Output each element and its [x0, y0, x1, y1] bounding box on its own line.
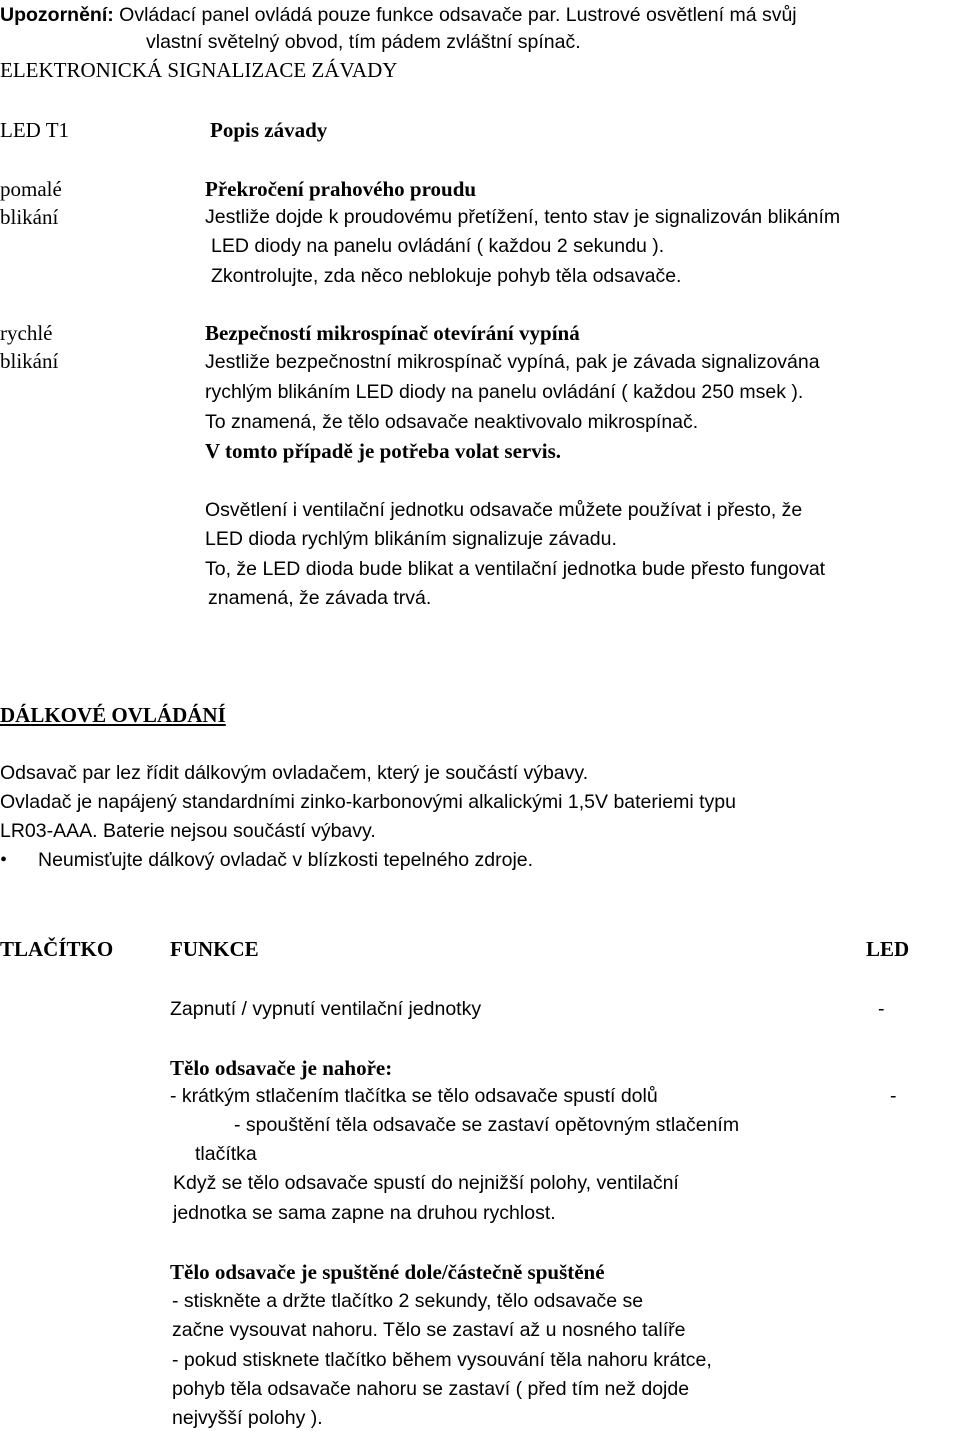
up-line-3: tlačítka: [195, 1143, 257, 1165]
led-fast-label-2: blikání: [0, 349, 59, 373]
remote-bullet-text: Neumisťujte dálkový ovladač v blízkosti tepelného zdroje.: [38, 849, 534, 871]
fault-1-line-2: LED diody na panelu ovládání ( každou 2 sekundu ).: [211, 235, 665, 257]
col-led-t1: LED T1: [0, 118, 70, 142]
power-function: Zapnutí / vypnutí ventilační jednotky: [170, 998, 482, 1020]
col-led: LED: [866, 937, 910, 961]
down-title: Tělo odsavače je spuštěné dole/částečně spuštěné: [170, 1260, 605, 1284]
up-line-1: - krátkým stlačením tlačítka se tělo odsavače spustí dolů: [170, 1085, 658, 1107]
up-line-4: Když se tělo odsavače spustí do nejnižší polohy, ventilační: [173, 1172, 679, 1194]
down-line-2: začne vysouvat nahoru. Tělo se zastaví až u nosného talíře: [172, 1319, 686, 1341]
warning-text-1: Ovládací panel ovládá pouze funkce odsavače par. Lustrové osvětlení má svůj: [113, 4, 797, 26]
down-line-3: - pokud stisknete tlačítko během vysouvání těla nahoru krátce,: [172, 1349, 712, 1371]
led-slow-label-1: pomalé: [0, 177, 62, 201]
fault-1-line-1: Jestliže dojde k proudovému přetížení, tento stav je signalizován blikáním: [205, 206, 841, 228]
up-line-2: - spouštění těla odsavače se zastaví opětovným stlačením: [234, 1114, 740, 1136]
fault-1-line-3: Zkontrolujte, zda něco neblokuje pohyb těla odsavače.: [211, 265, 682, 287]
warning-label: Upozornění:: [0, 4, 114, 26]
fault-2-line-1: Jestliže bezpečnostní mikrospínač vypíná, pak je závada signalizována: [205, 351, 820, 373]
note-line-3: To, že LED dioda bude blikat a ventilační jednotka bude přesto fungovat: [205, 558, 826, 580]
warning-line-1: [0, 2, 797, 28]
fault-2-line-2: rychlým blikáním LED diody na panelu ovládání ( každou 250 msek ).: [205, 381, 804, 403]
remote-heading: DÁLKOVÉ OVLÁDÁNÍ: [0, 703, 226, 727]
fault-2-bold-line: V tomto případě je potřeba volat servis.: [205, 439, 561, 463]
note-line-2: LED dioda rychlým blikáním signalizuje závadu.: [205, 528, 617, 550]
remote-line-1: Odsavač par lez řídit dálkovým ovladačem, který je součástí výbavy.: [0, 762, 589, 784]
signal-heading: ELEKTRONICKÁ SIGNALIZACE ZÁVADY: [0, 58, 398, 82]
led-slow-label-2: blikání: [0, 205, 59, 229]
down-line-4: pohyb těla odsavače nahoru se zastaví ( před tím než dojde: [172, 1378, 690, 1400]
remote-line-2: Ovladač je napájený standardními zinko-karbonovými alkalickými 1,5V bateriemi typu: [0, 791, 736, 813]
down-line-1: - stiskněte a držte tlačítko 2 sekundy, tělo odsavače se: [172, 1290, 644, 1312]
note-line-4: znamená, že závada trvá.: [208, 587, 432, 609]
warning-line-2: vlastní světelný obvod, tím pádem zvláštní spínač.: [146, 31, 581, 53]
col-function: FUNKCE: [170, 937, 259, 961]
power-led: -: [878, 998, 885, 1020]
up-title: Tělo odsavače je nahoře:: [170, 1056, 393, 1080]
fault-2-title: Bezpečností mikrospínač otevírání vypíná: [205, 321, 580, 345]
fault-2-line-3: To znamená, že tělo odsavače neaktivovalo mikrospínač.: [205, 411, 699, 433]
up-led: -: [890, 1085, 897, 1107]
col-fault-description: Popis závady: [210, 118, 328, 142]
note-line-1: Osvětlení i ventilační jednotku odsavače můžete používat i přesto, že: [205, 499, 803, 521]
col-button: TLAČÍTKO: [0, 937, 114, 961]
bullet-icon: •: [0, 849, 8, 871]
up-line-5: jednotka se sama zapne na druhou rychlost.: [173, 1202, 556, 1224]
led-fast-label-1: rychlé: [0, 321, 53, 345]
fault-1-title: Překročení prahového proudu: [205, 177, 477, 201]
down-line-5: nejvyšší polohy ).: [172, 1407, 323, 1429]
remote-line-3: LR03-AAA. Baterie nejsou součástí výbavy.: [0, 820, 376, 842]
